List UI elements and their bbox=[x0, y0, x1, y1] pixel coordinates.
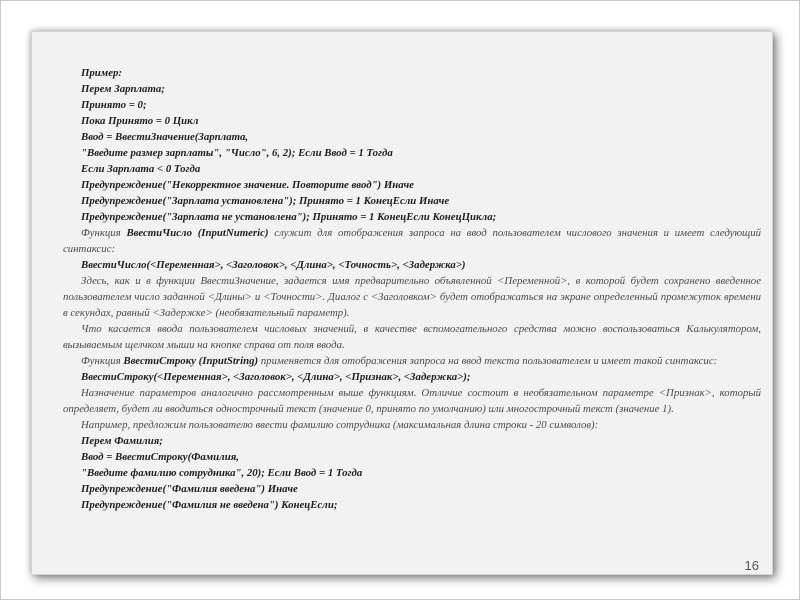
code-line: Предупреждение("Зарплата не установлена"); Принято = 1 КонецЕсли КонецЦикла; bbox=[81, 211, 497, 223]
paragraph-parameters: Здесь, как и в функции ВвестиЗначение, задается имя предварительно объявленной <Переменной>, в которой будет сохранено введенное пользователем число заданной <Длины> и <Точности>. Диалог с <Заголовком> будет отображаться на экране определенный промежуток времени в секундах, равный <Задержке> (необязательный параметр). bbox=[63, 275, 761, 319]
example-label: Пример: bbox=[81, 67, 122, 79]
code-line: Ввод = ВвестиЗначение(Зарплата, bbox=[81, 131, 249, 143]
code-line: "Введите размер зарплаты", "Число", 6, 2); Если Ввод = 1 Тогда bbox=[81, 147, 393, 159]
paragraph-text: Функция bbox=[81, 227, 127, 239]
code-line: Ввод = ВвестиСтроку(Фамилия, bbox=[81, 451, 239, 463]
paragraph-text: Функция bbox=[81, 355, 124, 367]
function-name: ВвестиЧисло (InputNumeric) bbox=[126, 227, 269, 239]
paragraph-text: применяется для отображения запроса на ввод текста пользователем и имеет такой синтаксис: bbox=[258, 355, 718, 367]
code-line: Перем Зарплата; bbox=[81, 83, 165, 95]
syntax-inputstring: ВвестиСтроку(<Переменная>, <Заголовок>, <Длина>, <Признак>, <Задержка>); bbox=[81, 371, 471, 383]
code-line: Пока Принято = 0 Цикл bbox=[81, 115, 199, 127]
paragraph-text: служит для отображения запроса на ввод пользователем числового значения и имеет следующий синтаксис: bbox=[63, 227, 762, 255]
code-line: Предупреждение("Зарплата установлена"); Принято = 1 КонецЕсли Иначе bbox=[81, 195, 450, 207]
syntax-inputnumeric: ВвестиЧисло(<Переменная>, <Заголовок>, <Длина>, <Точность>, <Задержка>) bbox=[81, 259, 466, 271]
paragraph-flag: Назначение параметров аналогично рассмотренным выше функциям. Отличие состоит в необязательном параметре <Признак>, который определяет, будет ли вводиться однострочный текст (значение 0, принято по умолчанию) или многострочный текст (значение 1). bbox=[63, 387, 761, 415]
code-line: Предупреждение("Фамилия введена") Иначе bbox=[81, 483, 298, 495]
slide-body bbox=[63, 65, 761, 513]
code-line: Предупреждение("Фамилия не введена") КонецЕсли; bbox=[81, 499, 338, 511]
paragraph-calculator: Что касается ввода пользователем числовых значений, в качестве вспомогательного средства можно воспользоваться Калькулятором, вызываемым щелчком мыши на кнопке справа от поля ввода. bbox=[63, 323, 761, 351]
page-number: 16 bbox=[744, 558, 759, 573]
code-line: Перем Фамилия; bbox=[81, 435, 163, 447]
paragraph-inputstring bbox=[63, 353, 761, 369]
code-line: "Введите фамилию сотрудника", 20); Если Ввод = 1 Тогда bbox=[81, 467, 363, 479]
code-line: Принято = 0; bbox=[81, 99, 147, 111]
code-line: Предупреждение("Некорректное значение. Повторите ввод") Иначе bbox=[81, 179, 414, 191]
function-name: ВвестиСтроку (InputString) bbox=[123, 355, 259, 367]
content-frame bbox=[31, 31, 773, 575]
paragraph-inputnumeric bbox=[63, 225, 761, 257]
code-line: Если Зарплата < 0 Тогда bbox=[81, 163, 201, 175]
paragraph-example-intro: Например, предложим пользователю ввести фамилию сотрудника (максимальная длина строки - 20 символов): bbox=[81, 419, 599, 431]
